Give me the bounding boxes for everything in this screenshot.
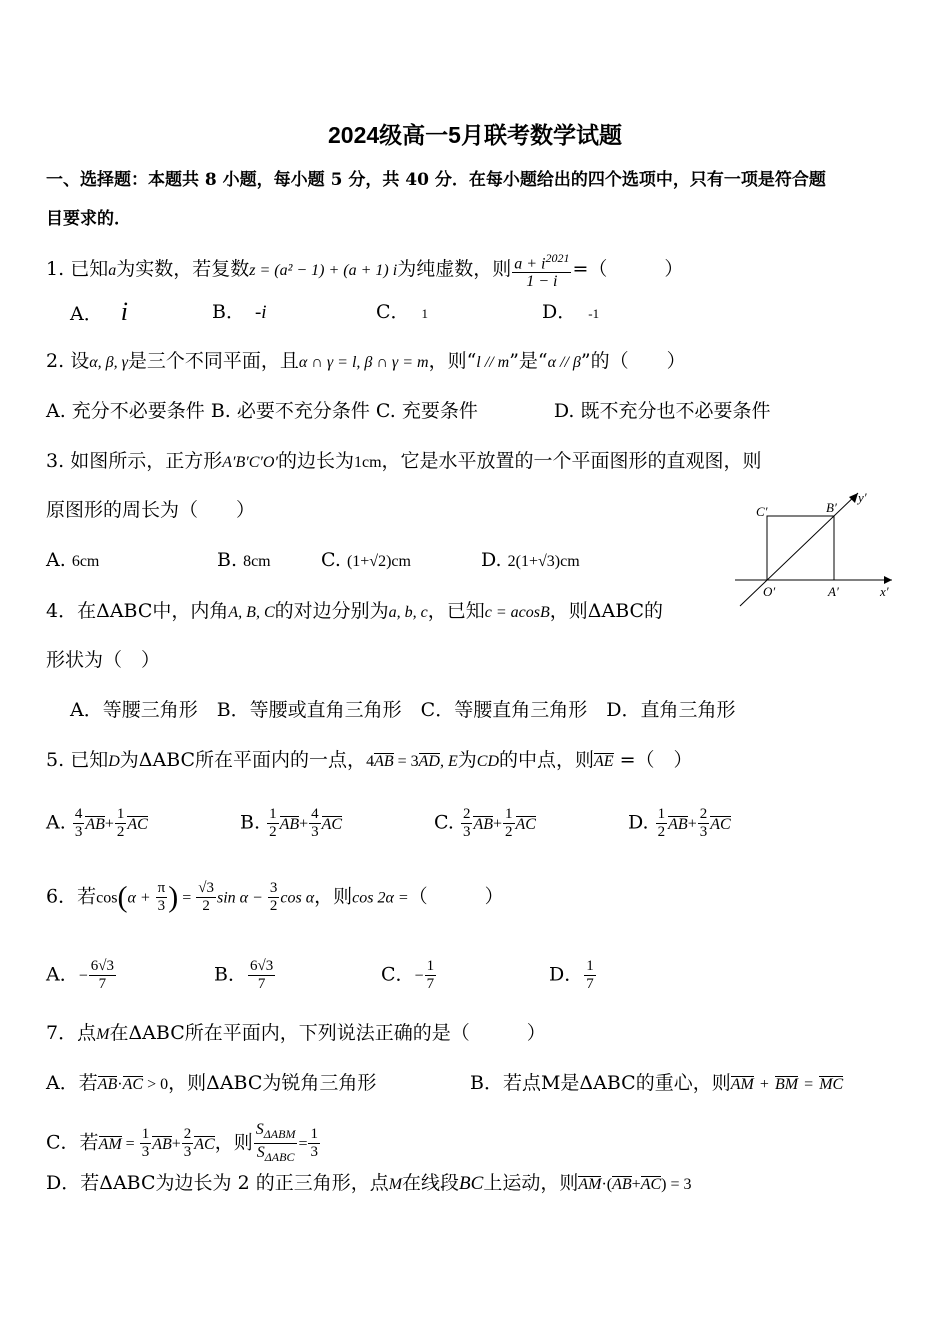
q1-option-d: D． -1 (542, 301, 600, 323)
q3-option-a: A. 6cm (46, 549, 100, 571)
question-3-line-2: 原图形的周长为（ ） (46, 499, 256, 521)
label-x: x′ (880, 584, 889, 599)
label-o: O′ (763, 584, 776, 599)
q5-option-c: C. $\frac{2}{3}$ AB+ $\frac{1}{2}$ AC (434, 806, 536, 840)
question-6: 6．若cos(α + $\frac{\pi}{3}$ ) = $\frac{√3}{2}$ sin α − $\frac{3}{2}$ cos α，则cos 2α =（ ） (46, 880, 504, 914)
q5-option-a: A. $\frac{4}{3}$ AB+ $\frac{1}{2}$ AC (46, 806, 148, 840)
page-title: 2024级高一5月联考数学试题 (328, 122, 622, 148)
question-5: 5. 已知D为ΔABC所在平面内的一点，4AB = 3AD, E为CD的中点，则AE =（ ） (46, 749, 693, 771)
q6-option-a: A．− $\frac{6√3}{7}$ (46, 958, 114, 992)
question-2-options: A. 充分不必要条件 B. 必要不充分条件 C. 充要条件 D. 既不充分也不必要条件 (46, 400, 771, 422)
label-a: A′ (828, 584, 839, 599)
section-header-line-2: 目要求的． (46, 209, 131, 229)
q3-option-c: C. (1+√2)cm (321, 549, 411, 571)
q3-option-d: D. 2(1+√3)cm (481, 549, 580, 571)
q1-option-c: C． 1 (376, 301, 429, 323)
q7-option-a: A．若AB·AC > 0，则ΔABC为锐角三角形 (46, 1072, 377, 1094)
y-axis-arrow-icon (849, 493, 858, 503)
question-4-options: A．等腰三角形 B．等腰或直角三角形 C．等腰直角三角形 D．直角三角形 (70, 699, 736, 721)
q1-option-a: A． i (70, 297, 128, 326)
section-header-line-1: 一、选择题：本题共 8 小题，每小题 5 分，共 40 分．在每小题给出的四个选项中，只有一项是符合题 (46, 170, 826, 190)
q3-figure (730, 488, 900, 613)
q7-option-b: B．若点M是ΔABC的重心，则AM + BM = MC (470, 1072, 844, 1094)
question-7: 7．点M在ΔABC所在平面内，下列说法正确的是（ ） (46, 1022, 546, 1044)
question-2: 2. 设α, β, γ是三个不同平面，且α ∩ γ = l, β ∩ γ = m，则“l // m”是“α // β”的（ ） (46, 350, 686, 372)
q3-option-b: B. 8cm (217, 549, 271, 571)
label-y: y′ (858, 490, 867, 505)
q7-option-c: C．若AM = $\frac{1}{3}$ AB+ $\frac{2}{3}$ AC，则 $\frac{S_{\Delta ABM}}{S_{\Delta ABC}}$ = $\frac{1}{3}$ (46, 1121, 318, 1165)
label-c: C′ (756, 504, 768, 519)
x-axis-arrow-icon (884, 576, 892, 584)
q7-option-d: D．若ΔABC为边长为 2 的正三角形，点M在线段BC上运动，则AM·(AB+AC) = 3 (46, 1172, 692, 1194)
q5-option-d: D. $\frac{1}{2}$ AB+ $\frac{2}{3}$ AC (628, 806, 731, 840)
q6-option-c: C．− $\frac{1}{7}$ (381, 958, 435, 992)
question-3: 3. 如图所示，正方形A′B′C′O′的边长为1cm，它是水平放置的一个平面图形的直观图，则 (46, 450, 762, 472)
q6-option-d: D． $\frac{1}{7}$ (549, 958, 594, 992)
q1-option-b: B． -i (212, 301, 267, 323)
question-4: 4．在ΔABC中，内角A, B, C的对边分别为a, b, c，已知c = acosB，则ΔABC的 (46, 600, 664, 622)
label-b: B′ (826, 500, 837, 515)
question-1: 1. 已知a为实数，若复数z = (a² − 1) + (a + 1) i为纯虚数，则 $\frac{a + i^{2021}}{1 - i}$ =（ ） (46, 251, 684, 291)
q5-option-b: B. $\frac{1}{2}$ AB+ $\frac{4}{3}$ AC (240, 806, 343, 840)
q6-option-b: B． $\frac{6√3}{7}$ (214, 958, 274, 992)
question-4-line-2: 形状为（ ） (46, 649, 161, 671)
